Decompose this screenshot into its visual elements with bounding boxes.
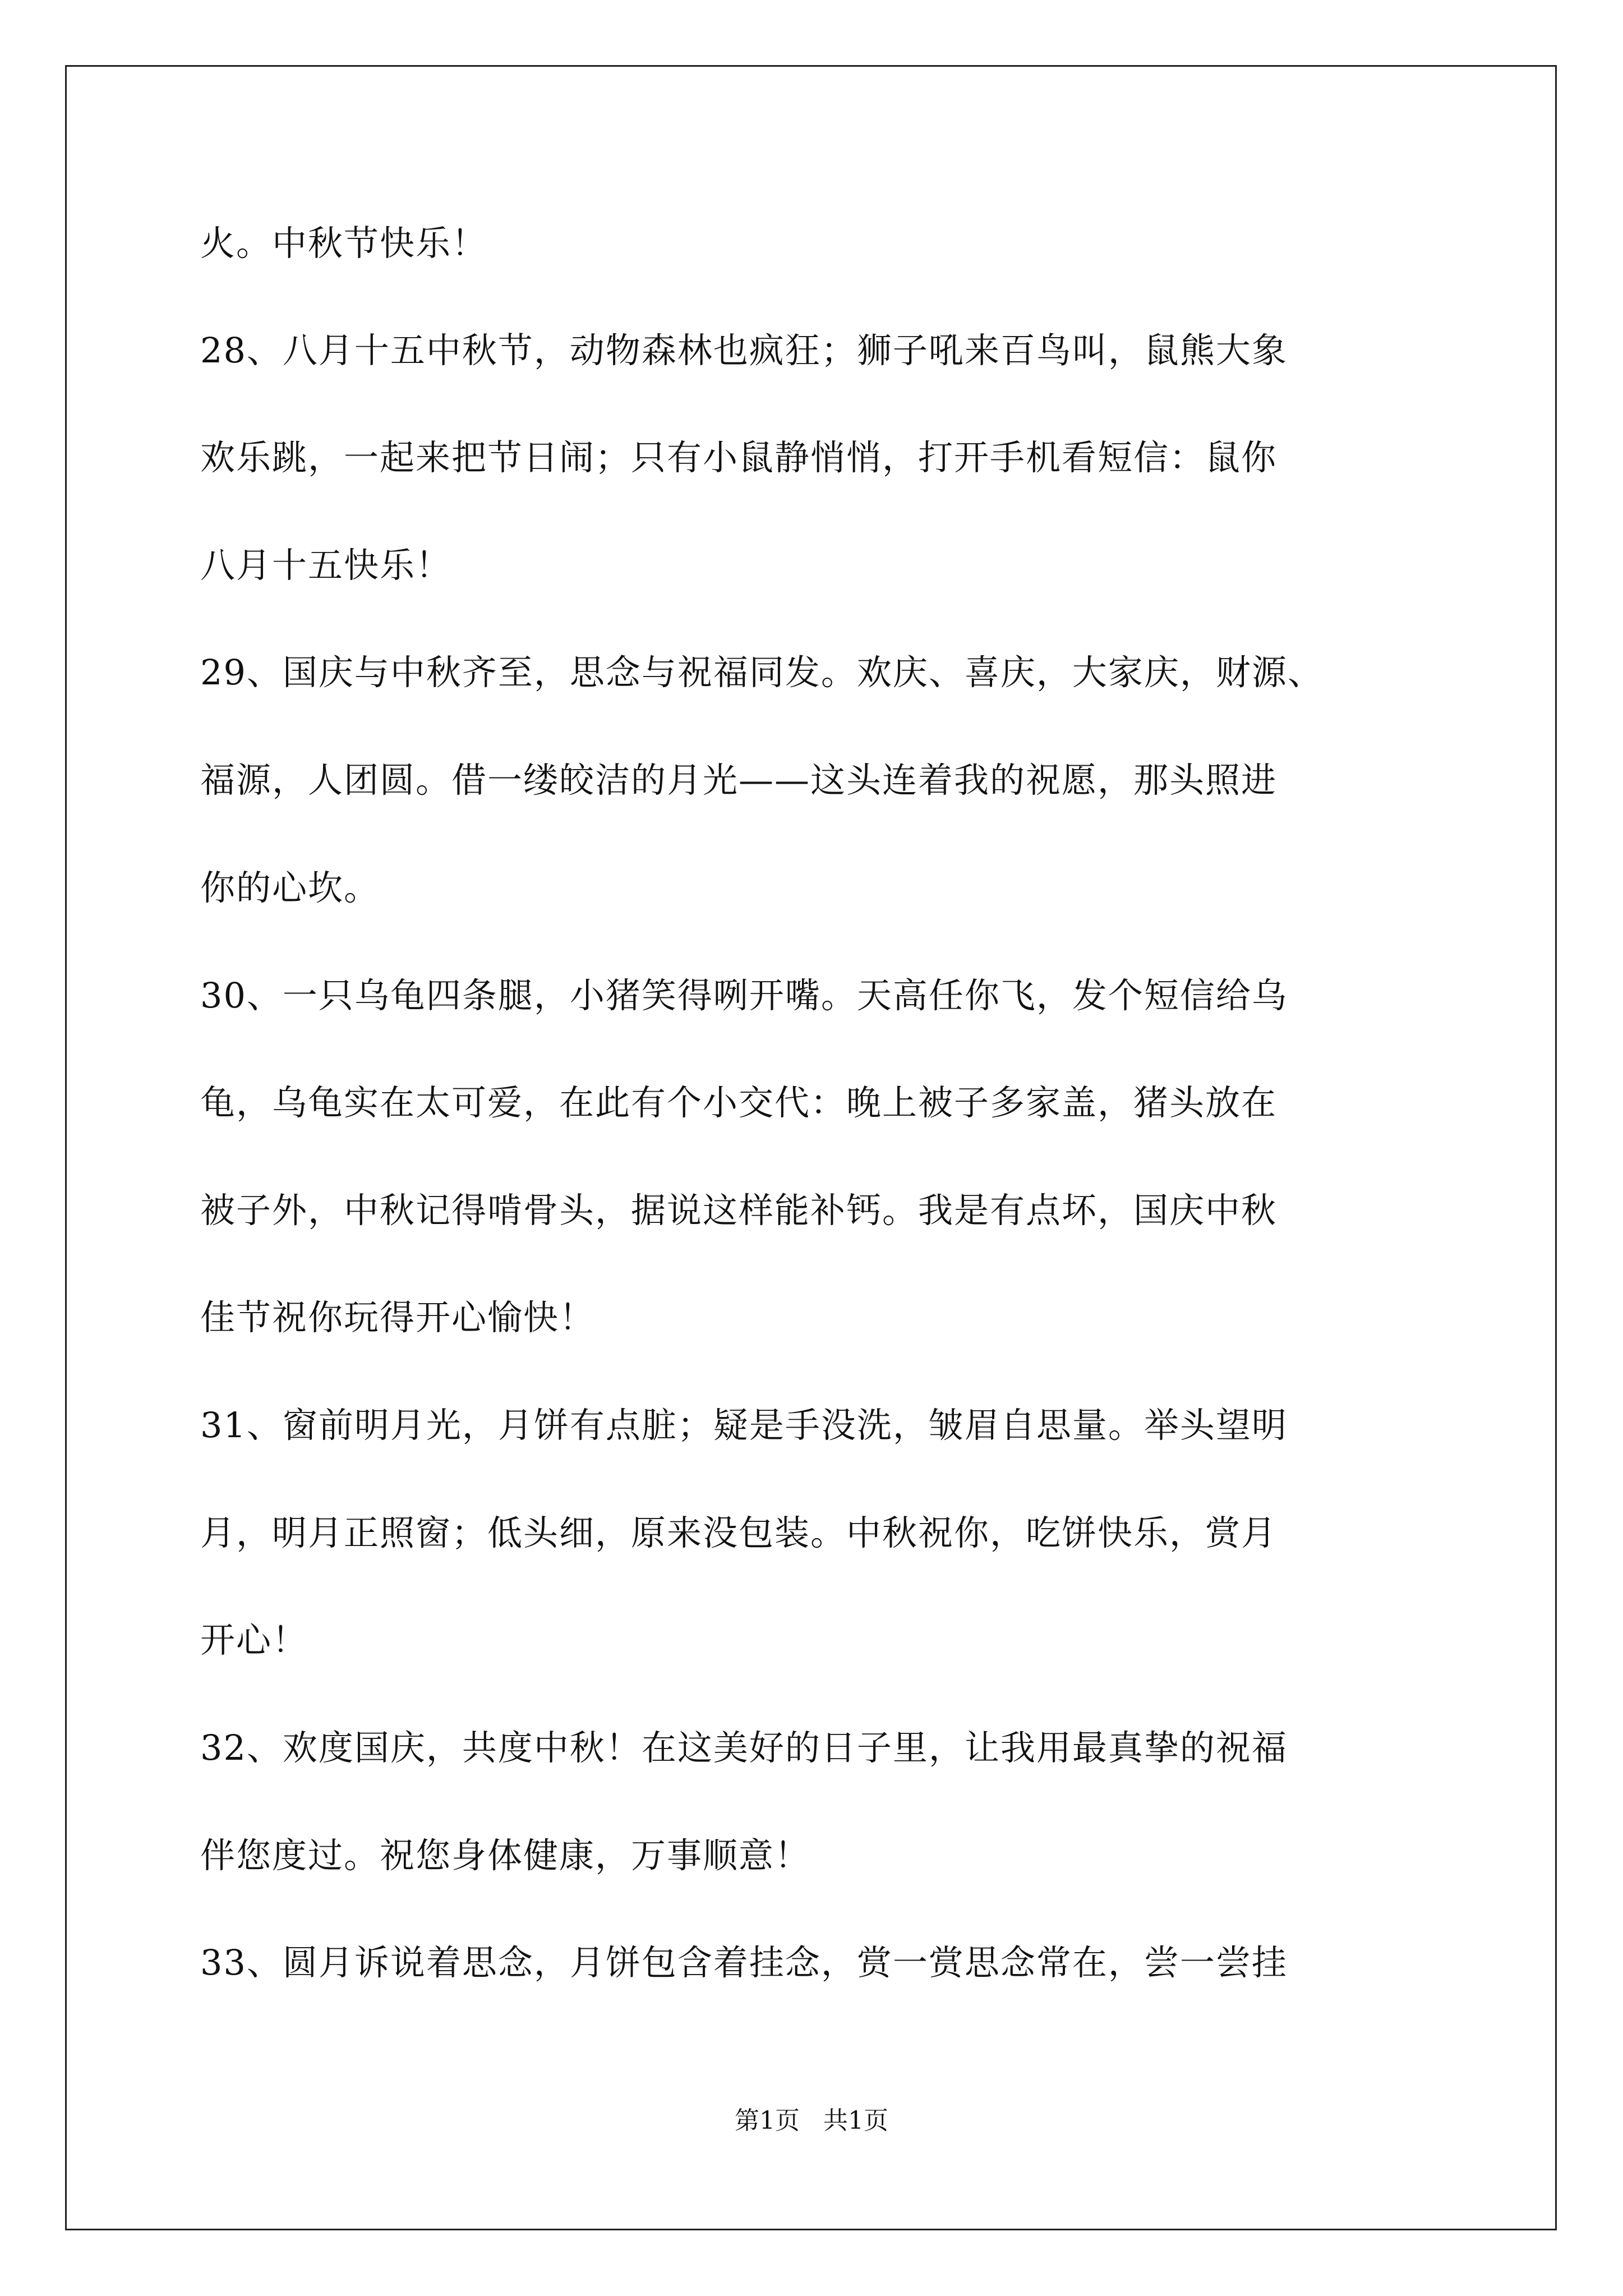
text-line: 32、欢度国庆，共度中秋！在这美好的日子里，让我用最真挚的祝福	[200, 1727, 1288, 1768]
text-line: 被子外，中秋记得啃骨头，据说这样能补钙。我是有点坏，国庆中秋	[200, 1190, 1278, 1231]
text-line: 月，明月正照窗；低头细，原来没包装。中秋祝你，吃饼快乐，赏月	[200, 1512, 1278, 1553]
text-line: 29、国庆与中秋齐至，思念与祝福同发。欢庆、喜庆，大家庆，财源、	[200, 652, 1324, 693]
page-footer: 第1页 共1页	[735, 2106, 888, 2135]
text-line: 佳节祝你玩得开心愉快！	[200, 1297, 596, 1338]
text-line: 33、圆月诉说着思念，月饼包含着挂念，赏一赏思念常在，尝一尝挂	[200, 1942, 1288, 1983]
text-line: 你的心坎。	[200, 867, 380, 908]
text-line: 龟，乌龟实在太可爱，在此有个小交代：晚上被子多家盖，猪头放在	[200, 1082, 1278, 1123]
text-line: 开心！	[200, 1619, 308, 1660]
text-line: 伴您度过。祝您身体健康，万事顺意！	[200, 1835, 811, 1876]
text-line: 福源，人团圆。借一缕皎洁的月光——这头连着我的祝愿，那头照进	[200, 760, 1278, 800]
text-line: 30、一只乌龟四条腿，小猪笑得咧开嘴。天高任你飞，发个短信给乌	[200, 975, 1288, 1016]
text-line: 28、八月十五中秋节，动物森林也疯狂；狮子吼来百鸟叫，鼠熊大象	[200, 330, 1288, 371]
text-line: 八月十五快乐！	[200, 545, 452, 586]
text-line: 31、窗前明月光，月饼有点脏；疑是手没洗，皱眉自思量。举头望明	[200, 1405, 1288, 1446]
text-line: 火。中秋节快乐！	[200, 223, 488, 264]
page-frame	[65, 65, 1557, 2230]
text-line: 欢乐跳，一起来把节日闹；只有小鼠静悄悄，打开手机看短信：鼠你	[200, 437, 1278, 478]
